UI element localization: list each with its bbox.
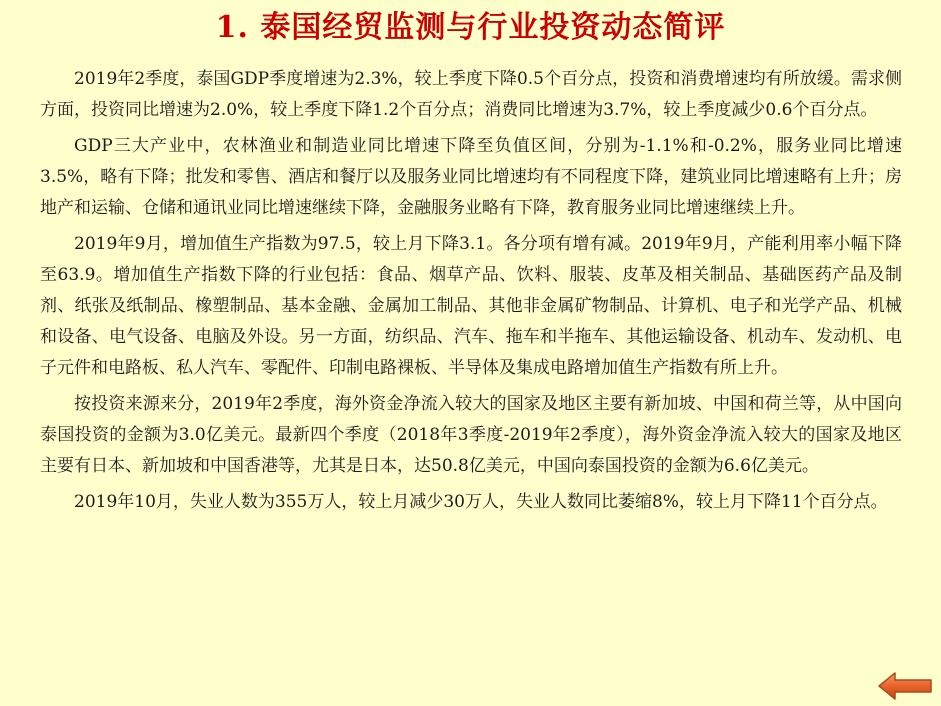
paragraph-gdp-overview: 2019年2季度，泰国GDP季度增速为2.3%，较上季度下降0.5个百分点，投资和消费增速均有所放缓。需求侧方面，投资同比增速为2.0%，较上季度下降1.2个百分点；消费同比增速为3.7%，较上季度减少0.6个百分点。	[40, 69, 902, 120]
article-body	[40, 64, 902, 523]
left-arrow-icon	[877, 671, 933, 701]
paragraph-production-index: 2019年9月，增加值生产指数为97.5，较上月下降3.1。各分项有增有减。2019年9月，产能利用率小幅下降至63.9。增加值生产指数下降的行业包括：食品、烟草产品、饮料、服装、皮革及相关制品、基础医药产品及制剂、纸张及纸制品、橡塑制品、基本金融、金属加工制品、其他非金属矿物制品、计算机、电子和光学产品、机械和设备、电气设备、电脑及外设。另一方面，纺织品、汽车、拖车和半拖车、其他运输设备、机动车、发动机、电子元件和电路板、私人汽车、零配件、印制电路裸板、半导体及集成电路增加值生产指数有所上升。	[40, 234, 902, 378]
paragraph-investment-sources: 按投资来源来分，2019年2季度，海外资金净流入较大的国家及地区主要有新加坡、中国和荷兰等，从中国向泰国投资的金额为3.0亿美元。最新四个季度（2018年3季度-2019年2季度），海外资金净流入较大的国家及地区主要有日本、新加坡和中国香港等，尤其是日本，达50.8亿美元，中国向泰国投资的金额为6.6亿美元。	[40, 394, 902, 476]
paragraph-industry-growth: GDP三大产业中，农林渔业和制造业同比增速下降至负值区间，分别为-1.1%和-0.2%，服务业同比增速3.5%，略有下降；批发和零售、酒店和餐厅以及服务业同比增速均有不同程度下降，建筑业同比增速略有上升；房地产和运输、仓储和通讯业同比增速继续下降，金融服务业略有下降，教育服务业同比增速继续上升。	[40, 136, 902, 218]
paragraph-unemployment: 2019年10月，失业人数为355万人，较上月减少30万人，失业人数同比萎缩8%，较上月下降11个百分点。	[74, 492, 888, 512]
page-title: 1. 泰国经贸监测与行业投资动态简评	[215, 10, 726, 45]
back-button[interactable]	[877, 671, 933, 701]
